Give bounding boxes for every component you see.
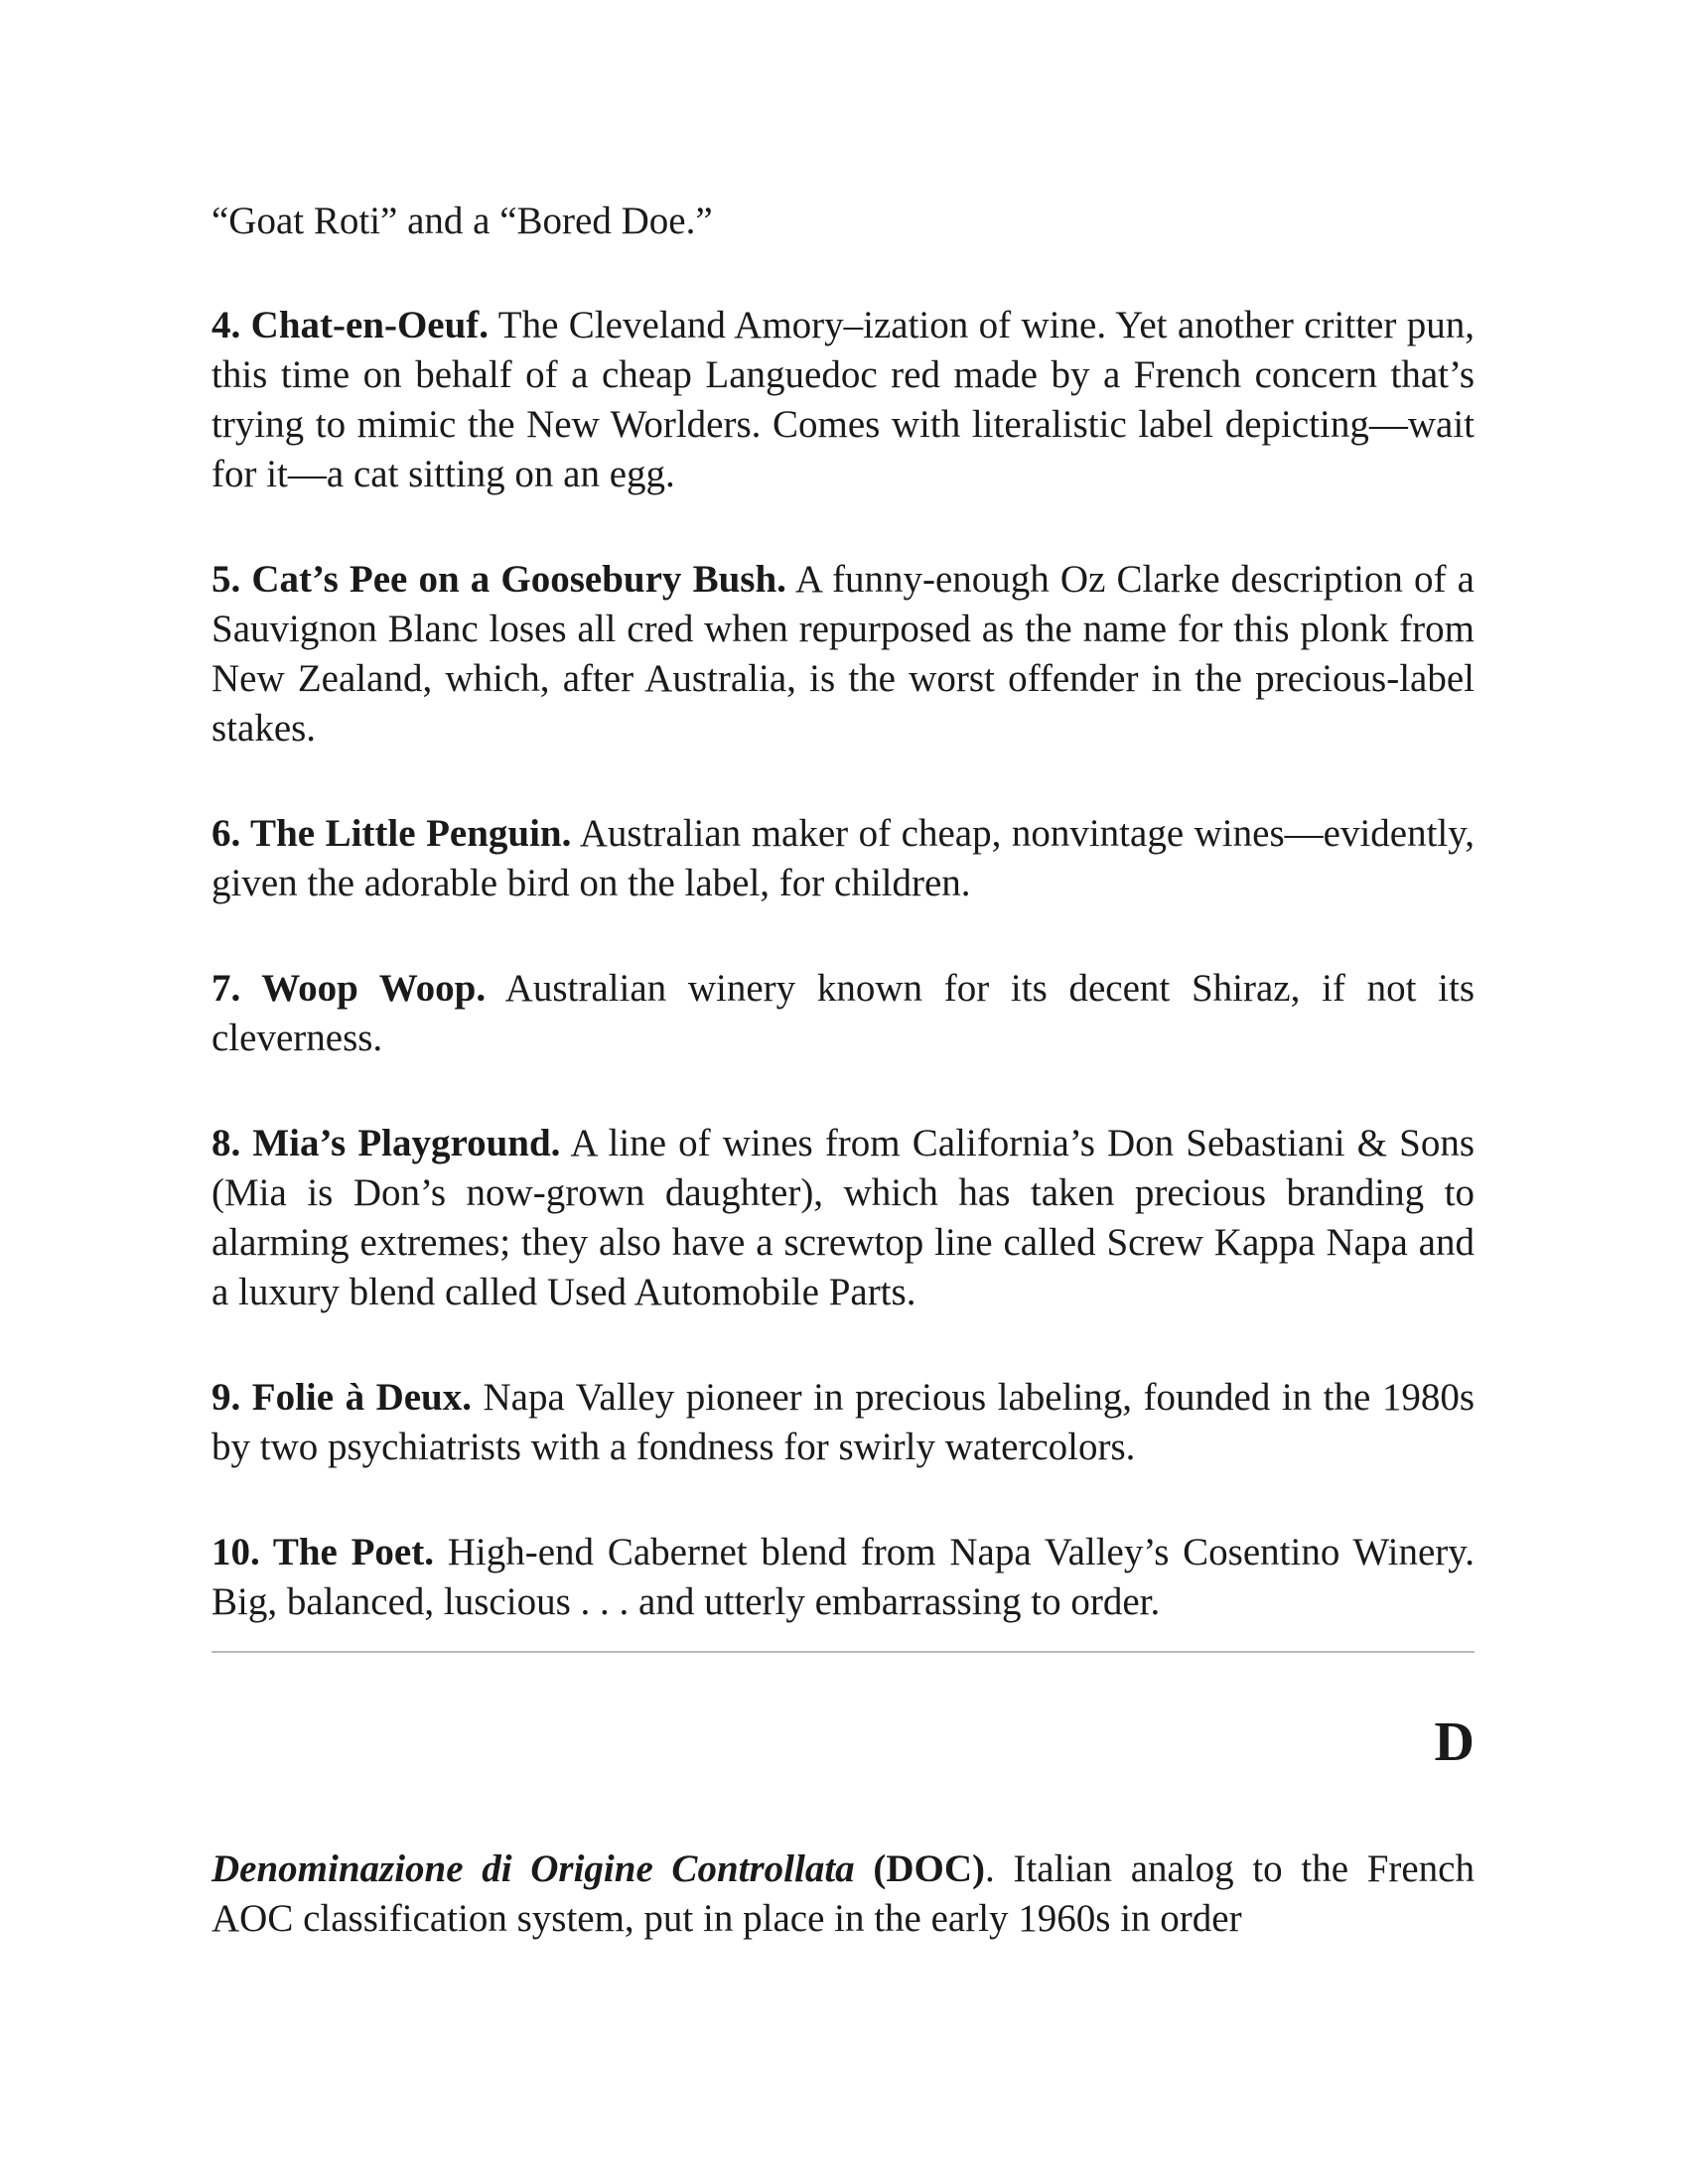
list-item [211, 809, 1475, 908]
list-item [211, 301, 1475, 499]
section-divider [211, 1651, 1475, 1653]
entry-text: A line of wines from California’s Don Sebastiani & Sons (Mia is Don’s now-grown daughter), which has taken precious branding to alarming extremes; they also have a screwtop line called Screw Kappa Napa and a luxury blend called Used Automobile Parts. [211, 1122, 1475, 1313]
entry-text: Australian winery known for its decent Shiraz, if not its cleverness. [211, 967, 1476, 1059]
entry-term: 7. Woop Woop. [211, 967, 487, 1010]
entry-term: 4. Chat-en-Oeuf. [211, 304, 490, 346]
continuation-text: “Goat Roti” and a “Bored Doe.” [211, 200, 713, 242]
glossary-abbreviation: (DOC) [854, 1847, 985, 1890]
list-item [211, 1528, 1475, 1627]
entry-term: 6. The Little Penguin. [211, 812, 572, 855]
entry-text: Australian maker of cheap, nonvintage wines—evidently, given the adorable bird on the label, for children. [211, 812, 1475, 904]
entry-text: The Cleveland Amory–ization of wine. Yet another critter pun, this time on behalf of a cheap Languedoc red made by a French concern that’s trying to mimic the New Worlders. Comes with literalistic label depicting—wait for it—a cat sitting on an egg. [211, 304, 1475, 495]
entry-term: 10. The Poet. [211, 1531, 434, 1573]
list-item [211, 555, 1475, 753]
entry-text: Napa Valley pioneer in precious labeling, founded in the 1980s by two psychiatrists with a fondness for swirly watercolors. [211, 1376, 1476, 1468]
section-letter-heading: D [1434, 1711, 1475, 1773]
entry-term: 8. Mia’s Playground. [211, 1122, 561, 1164]
glossary-term: Denominazione di Origine Controllata [211, 1847, 855, 1890]
list-item [211, 964, 1475, 1063]
entry-term: 9. Folie à Deux. [211, 1376, 472, 1419]
entry-term: 5. Cat’s Pee on a Goosebury Bush. [211, 558, 786, 601]
entry-text: High-end Cabernet blend from Napa Valley’s Cosentino Winery. Big, balanced, luscious . . . and utterly embarrassing to order. [211, 1531, 1475, 1623]
glossary-entry [211, 1844, 1475, 1944]
glossary-text: . Italian analog to the French AOC classification system, put in place in the early 1960s in order [211, 1847, 1475, 1940]
entry-text: A funny-enough Oz Clarke description of a Sauvignon Blanc loses all cred when repurposed as the name for this plonk from New Zealand, which, after Australia, is the worst offender in the precious-label stakes. [211, 558, 1475, 750]
page-content [211, 197, 1475, 1944]
list-item [211, 1119, 1475, 1317]
list-item [211, 1373, 1475, 1472]
